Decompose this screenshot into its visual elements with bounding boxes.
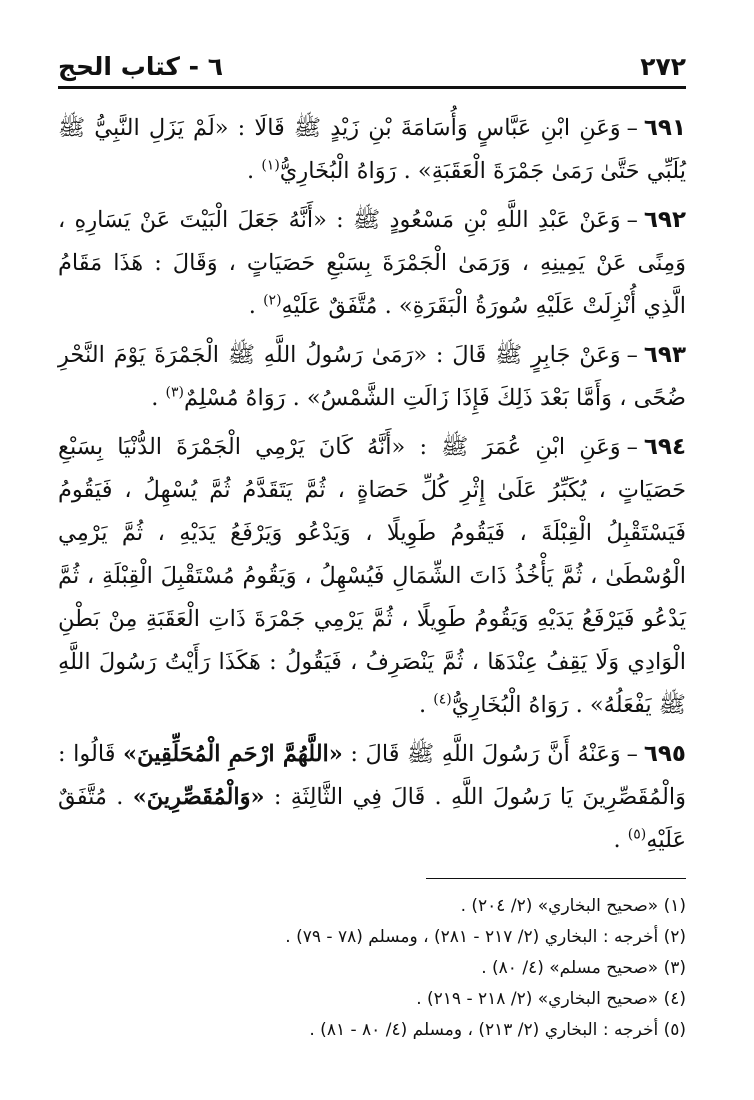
bold-reply-phrase: «وَالْمُقَصِّرِينَ» [132,784,265,810]
footnote-ref: (١) [261,157,280,174]
hadith-text: وَعَنْ عَبْدِ اللَّهِ بْنِ مَسْعُودٍ ﷺ : «أَنَّهُ جَعَلَ الْبَيْتَ عَنْ يَسَارِهِ ، وَمِنًى عَنْ يَمِينِهِ ، وَرَمَىٰ الْجَمْرَةَ بِسَبْعِ حَصَيَاتٍ ، وَقَالَ : هَذَا مَقَامُ الَّذِي أُنْزِلَتْ عَلَيْهِ سُورَةُ الْبَقَرَةِ» . مُتَّفَقٌ عَلَيْهِ [58,207,686,319]
footnote-2: (٢) أخرجه : البخاري (٢/ ٢١٧ - ٢٨١) ، ومسلم (٧٨ - ٧٩) . [285,927,686,947]
hadith-ending: . [418,692,434,718]
hadith-ending: . [247,158,262,184]
footnote-1: (١) «صحيح البخاري» (٢/ ٢٠٤) . [460,896,686,916]
hadith-695 [58,733,686,862]
number-dash: – [626,741,638,767]
hadith-text: وَعَنِ ابْنِ عُمَرَ ﷺ : «أَنَّهُ كَانَ يَرْمِي الْجَمْرَةَ الدُّنْيَا بِسَبْعِ حَصَيَاتٍ ، يُكَبِّرُ عَلَىٰ إِثْرِ كُلِّ حَصَاةٍ ، ثُمَّ يَتَقَدَّمُ ثُمَّ يُسْهِلُ ، فَيَقُومُ فَيَسْتَقْبِلُ الْقِبْلَةَ ، فَيَقُومُ طَوِيلًا ، وَيَدْعُو وَيَرْفَعُ يَدَيْهِ ، ثُمَّ يَرْمِي الْوُسْطَىٰ ، ثُمَّ يَأْخُذُ ذَاتَ الشِّمَالِ فَيُسْهِلُ ، وَيَقُومُ مُسْتَقْبِلَ الْقِبْلَةِ ، ثُمَّ يَدْعُو فَيَرْفَعُ يَدَيْهِ وَيَقُومُ طَوِيلًا ، ثُمَّ يَرْمِي جَمْرَةَ ذَاتِ الْعَقَبَةِ مِنْ بَطْنِ الْوَادِي وَلَا يَقِفُ عِنْدَهَا ، ثُمَّ يَنْصَرِفُ ، فَيَقُولُ : هَكَذَا رَأَيْتُ رَسُولَ اللَّهِ ﷺ يَفْعَلُهُ» . رَوَاهُ الْبُخَارِيُّ [58,434,686,718]
footnote-ref: (٤) [433,691,452,708]
page-header [58,42,686,89]
hadith-ending: . [248,293,264,319]
footnote-ref: (٥) [627,826,647,843]
hadith-number: ٦٩٤ [643,434,686,460]
book-page [58,42,686,1046]
hadith-text: وَعَنِ ابْنِ عَبَّاسٍ وَأُسَامَةَ بْنِ زَيْدٍ ﷺ قَالَا : «لَمْ يَزَلِ النَّبِيُّ ﷺ يُلَبِّي حَتَّىٰ رَمَىٰ جَمْرَةَ الْعَقَبَةِ» . رَوَاهُ الْبُخَارِيُّ [58,115,686,184]
hadith-ending: . [151,385,166,411]
hadith-text-before: وَعَنْهُ أَنَّ رَسُولَ اللَّهِ ﷺ قَالَ : [342,741,621,767]
number-dash: – [626,434,638,460]
footnote-5: (٥) أخرجه : البخاري (٢/ ٢١٣) ، ومسلم (٤/ ٨٠ - ٨١) . [309,1020,686,1040]
chapter-title: ٦ - كتاب الحج [58,52,223,81]
number-dash: – [626,207,638,233]
hadith-number: ٦٩١ [643,115,686,141]
footnote-ref: (٢) [263,292,282,309]
hadith-text: وَعَنْ جَابِرٍ ﷺ قَالَ : «رَمَىٰ رَسُولُ اللَّهِ ﷺ الْجَمْرَةَ يَوْمَ النَّحْرِ ضُحًى ، وَأَمَّا بَعْدَ ذَلِكَ فَإِذَا زَالَتِ الشَّمْسُ» . رَوَاهُ مُسْلِمٌ [58,342,686,411]
number-dash: – [626,115,638,141]
hadith-number: ٦٩٥ [643,741,686,767]
hadith-694 [58,426,686,727]
footnote-divider [426,878,686,879]
hadith-text-after: . مُتَّفَقٌ عَلَيْهِ [58,784,686,853]
hadith-691 [58,107,686,193]
footnote-ref: (٣) [165,384,184,401]
hadith-number: ٦٩٢ [643,207,686,233]
hadith-number: ٦٩٣ [643,342,686,368]
footnotes-list [58,891,686,1046]
hadith-692 [58,199,686,328]
hadith-ending: . [613,827,628,853]
hadith-text-middle: قَالُوا : وَالْمُقَصِّرِينَ يَا رَسُولَ اللَّهِ . قَالَ فِي الثَّالِثَةِ : [58,741,686,810]
bold-dua-phrase: «اللَّهُمَّ ارْحَمِ الْمُحَلِّقِينَ» [123,741,343,767]
hadith-693 [58,334,686,420]
page-number: ٢٧٢ [640,52,686,81]
footnote-4: (٤) «صحيح البخاري» (٢/ ٢١٨ - ٢١٩) . [416,989,686,1009]
number-dash: – [626,342,638,368]
page-body [58,107,686,862]
footnote-3: (٣) «صحيح مسلم» (٤/ ٨٠) . [481,958,686,978]
